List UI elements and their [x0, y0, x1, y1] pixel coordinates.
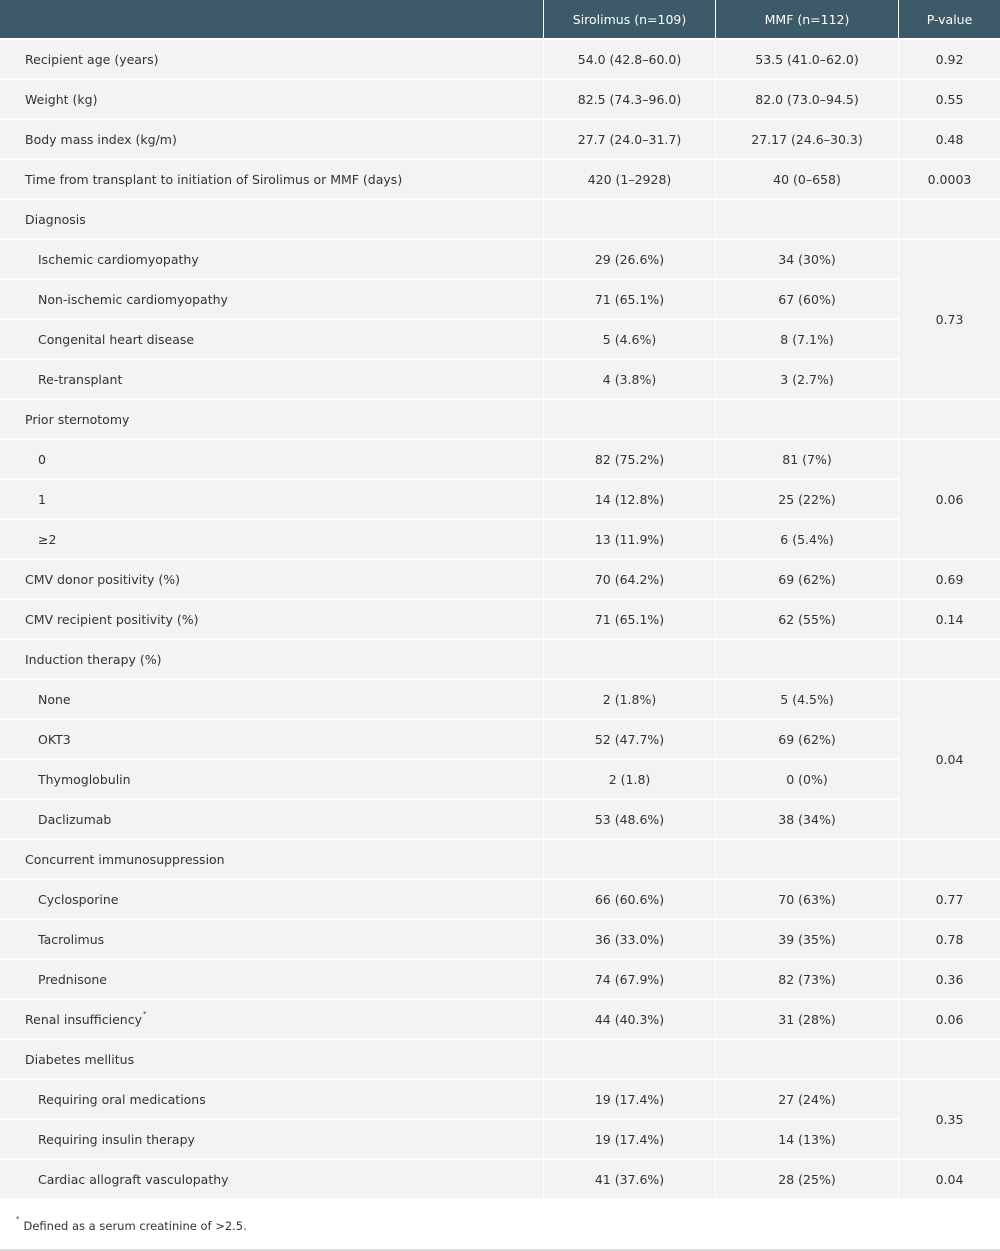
p-value	[898, 1040, 1000, 1080]
p-value: 0.78	[898, 920, 1000, 960]
table-row	[0, 160, 1000, 200]
header-mmf: MMF (n=112)	[715, 0, 898, 40]
table-row-group-header	[0, 400, 1000, 440]
sirolimus-value: 36 (33.0%)	[543, 920, 715, 960]
sirolimus-value: 41 (37.6%)	[543, 1160, 715, 1200]
table-row-group-header	[0, 840, 1000, 880]
table-row	[0, 240, 1000, 280]
table-row	[0, 80, 1000, 120]
row-label: Recipient age (years)	[0, 40, 543, 80]
mmf-value	[715, 200, 898, 240]
table-row	[0, 800, 1000, 840]
mmf-value: 27 (24%)	[715, 1080, 898, 1120]
table-row	[0, 560, 1000, 600]
header-empty	[0, 0, 543, 40]
table-row	[0, 1080, 1000, 1120]
mmf-value: 31 (28%)	[715, 1000, 898, 1040]
table-row	[0, 680, 1000, 720]
row-label: CMV donor positivity (%)	[0, 560, 543, 600]
p-value-merged: 0.73	[898, 240, 1000, 400]
mmf-value: 82 (73%)	[715, 960, 898, 1000]
mmf-value: 81 (7%)	[715, 440, 898, 480]
table-row	[0, 880, 1000, 920]
mmf-value	[715, 640, 898, 680]
p-value-merged: 0.04	[898, 680, 1000, 840]
group-label: Prior sternotomy	[0, 400, 543, 440]
row-label: Thymoglobulin	[0, 760, 543, 800]
sirolimus-value: 66 (60.6%)	[543, 880, 715, 920]
mmf-value: 8 (7.1%)	[715, 320, 898, 360]
sirolimus-value	[543, 400, 715, 440]
row-label: OKT3	[0, 720, 543, 760]
table-row	[0, 360, 1000, 400]
sirolimus-value: 71 (65.1%)	[543, 280, 715, 320]
table-row	[0, 480, 1000, 520]
mmf-value: 82.0 (73.0–94.5)	[715, 80, 898, 120]
mmf-value: 0 (0%)	[715, 760, 898, 800]
row-label: 1	[0, 480, 543, 520]
row-label	[0, 1000, 543, 1040]
sirolimus-value: 82.5 (74.3–96.0)	[543, 80, 715, 120]
row-label-text: Renal insufficiency	[25, 1011, 142, 1027]
table-row	[0, 40, 1000, 80]
sirolimus-value	[543, 640, 715, 680]
mmf-value: 34 (30%)	[715, 240, 898, 280]
group-label: Diabetes mellitus	[0, 1040, 543, 1080]
p-value: 0.14	[898, 600, 1000, 640]
sirolimus-value: 70 (64.2%)	[543, 560, 715, 600]
sirolimus-value: 74 (67.9%)	[543, 960, 715, 1000]
mmf-value: 38 (34%)	[715, 800, 898, 840]
mmf-value: 69 (62%)	[715, 720, 898, 760]
row-label: Re-transplant	[0, 360, 543, 400]
mmf-value: 53.5 (41.0–62.0)	[715, 40, 898, 80]
p-value: 0.04	[898, 1160, 1000, 1200]
row-label: Requiring insulin therapy	[0, 1120, 543, 1160]
mmf-value: 14 (13%)	[715, 1120, 898, 1160]
row-label: ≥2	[0, 520, 543, 560]
row-label: Tacrolimus	[0, 920, 543, 960]
sirolimus-value	[543, 1040, 715, 1080]
p-value: 0.92	[898, 40, 1000, 80]
table-row	[0, 600, 1000, 640]
p-value	[898, 640, 1000, 680]
p-value	[898, 200, 1000, 240]
row-label: Requiring oral medications	[0, 1080, 543, 1120]
p-value: 0.06	[898, 1000, 1000, 1040]
table-row	[0, 520, 1000, 560]
sirolimus-value	[543, 200, 715, 240]
table-row	[0, 960, 1000, 1000]
p-value-merged: 0.06	[898, 440, 1000, 560]
mmf-value: 28 (25%)	[715, 1160, 898, 1200]
mmf-value: 6 (5.4%)	[715, 520, 898, 560]
sirolimus-value: 27.7 (24.0–31.7)	[543, 120, 715, 160]
table-row	[0, 120, 1000, 160]
header-sirolimus: Sirolimus (n=109)	[543, 0, 715, 40]
group-label: Diagnosis	[0, 200, 543, 240]
p-value: 0.36	[898, 960, 1000, 1000]
table-row	[0, 720, 1000, 760]
table-row	[0, 1160, 1000, 1200]
p-value: 0.48	[898, 120, 1000, 160]
p-value	[898, 400, 1000, 440]
mmf-value: 25 (22%)	[715, 480, 898, 520]
row-label: CMV recipient positivity (%)	[0, 600, 543, 640]
row-label: Daclizumab	[0, 800, 543, 840]
table-row	[0, 1000, 1000, 1040]
sirolimus-value: 4 (3.8%)	[543, 360, 715, 400]
footnote-marker: *	[16, 1215, 20, 1223]
mmf-value: 27.17 (24.6–30.3)	[715, 120, 898, 160]
row-label: Congenital heart disease	[0, 320, 543, 360]
mmf-value: 70 (63%)	[715, 880, 898, 920]
sirolimus-value: 420 (1–2928)	[543, 160, 715, 200]
p-value: 0.77	[898, 880, 1000, 920]
mmf-value: 62 (55%)	[715, 600, 898, 640]
sirolimus-value: 29 (26.6%)	[543, 240, 715, 280]
row-label: Prednisone	[0, 960, 543, 1000]
mmf-value: 67 (60%)	[715, 280, 898, 320]
sirolimus-value: 53 (48.6%)	[543, 800, 715, 840]
sirolimus-value: 52 (47.7%)	[543, 720, 715, 760]
mmf-value: 40 (0–658)	[715, 160, 898, 200]
group-label: Concurrent immunosuppression	[0, 840, 543, 880]
table-row-group-header	[0, 640, 1000, 680]
sirolimus-value: 19 (17.4%)	[543, 1120, 715, 1160]
mmf-value: 39 (35%)	[715, 920, 898, 960]
table-row	[0, 440, 1000, 480]
row-label: 0	[0, 440, 543, 480]
footnote-text: Defined as a serum creatinine of >2.5.	[23, 1219, 247, 1233]
sirolimus-value: 19 (17.4%)	[543, 1080, 715, 1120]
row-label: Ischemic cardiomyopathy	[0, 240, 543, 280]
mmf-value: 69 (62%)	[715, 560, 898, 600]
sirolimus-value	[543, 840, 715, 880]
row-label: Time from transplant to initiation of Sirolimus or MMF (days)	[0, 160, 543, 200]
table-row	[0, 760, 1000, 800]
p-value: 0.69	[898, 560, 1000, 600]
sirolimus-value: 44 (40.3%)	[543, 1000, 715, 1040]
p-value: 0.0003	[898, 160, 1000, 200]
table-row-group-header	[0, 200, 1000, 240]
mmf-value: 3 (2.7%)	[715, 360, 898, 400]
p-value: 0.55	[898, 80, 1000, 120]
table-row	[0, 1120, 1000, 1160]
table-row	[0, 320, 1000, 360]
row-label: None	[0, 680, 543, 720]
table-row	[0, 280, 1000, 320]
p-value	[898, 840, 1000, 880]
row-label: Weight (kg)	[0, 80, 543, 120]
table-row	[0, 920, 1000, 960]
header-row	[0, 0, 1000, 40]
mmf-value	[715, 1040, 898, 1080]
table-row-group-header	[0, 1040, 1000, 1080]
mmf-value	[715, 840, 898, 880]
sirolimus-value: 14 (12.8%)	[543, 480, 715, 520]
table-footnote	[0, 1205, 1000, 1251]
row-label: Cyclosporine	[0, 880, 543, 920]
group-label: Induction therapy (%)	[0, 640, 543, 680]
sirolimus-value: 2 (1.8)	[543, 760, 715, 800]
row-label: Non-ischemic cardiomyopathy	[0, 280, 543, 320]
sirolimus-value: 82 (75.2%)	[543, 440, 715, 480]
mmf-value: 5 (4.5%)	[715, 680, 898, 720]
footnote-marker: *	[143, 1009, 147, 1018]
sirolimus-value: 5 (4.6%)	[543, 320, 715, 360]
sirolimus-value: 54.0 (42.8–60.0)	[543, 40, 715, 80]
header-p-value: P-value	[898, 0, 1000, 40]
sirolimus-value: 71 (65.1%)	[543, 600, 715, 640]
row-label: Cardiac allograft vasculopathy	[0, 1160, 543, 1200]
sirolimus-value: 13 (11.9%)	[543, 520, 715, 560]
row-label: Body mass index (kg/m)	[0, 120, 543, 160]
mmf-value	[715, 400, 898, 440]
p-value-merged: 0.35	[898, 1080, 1000, 1160]
sirolimus-value: 2 (1.8%)	[543, 680, 715, 720]
